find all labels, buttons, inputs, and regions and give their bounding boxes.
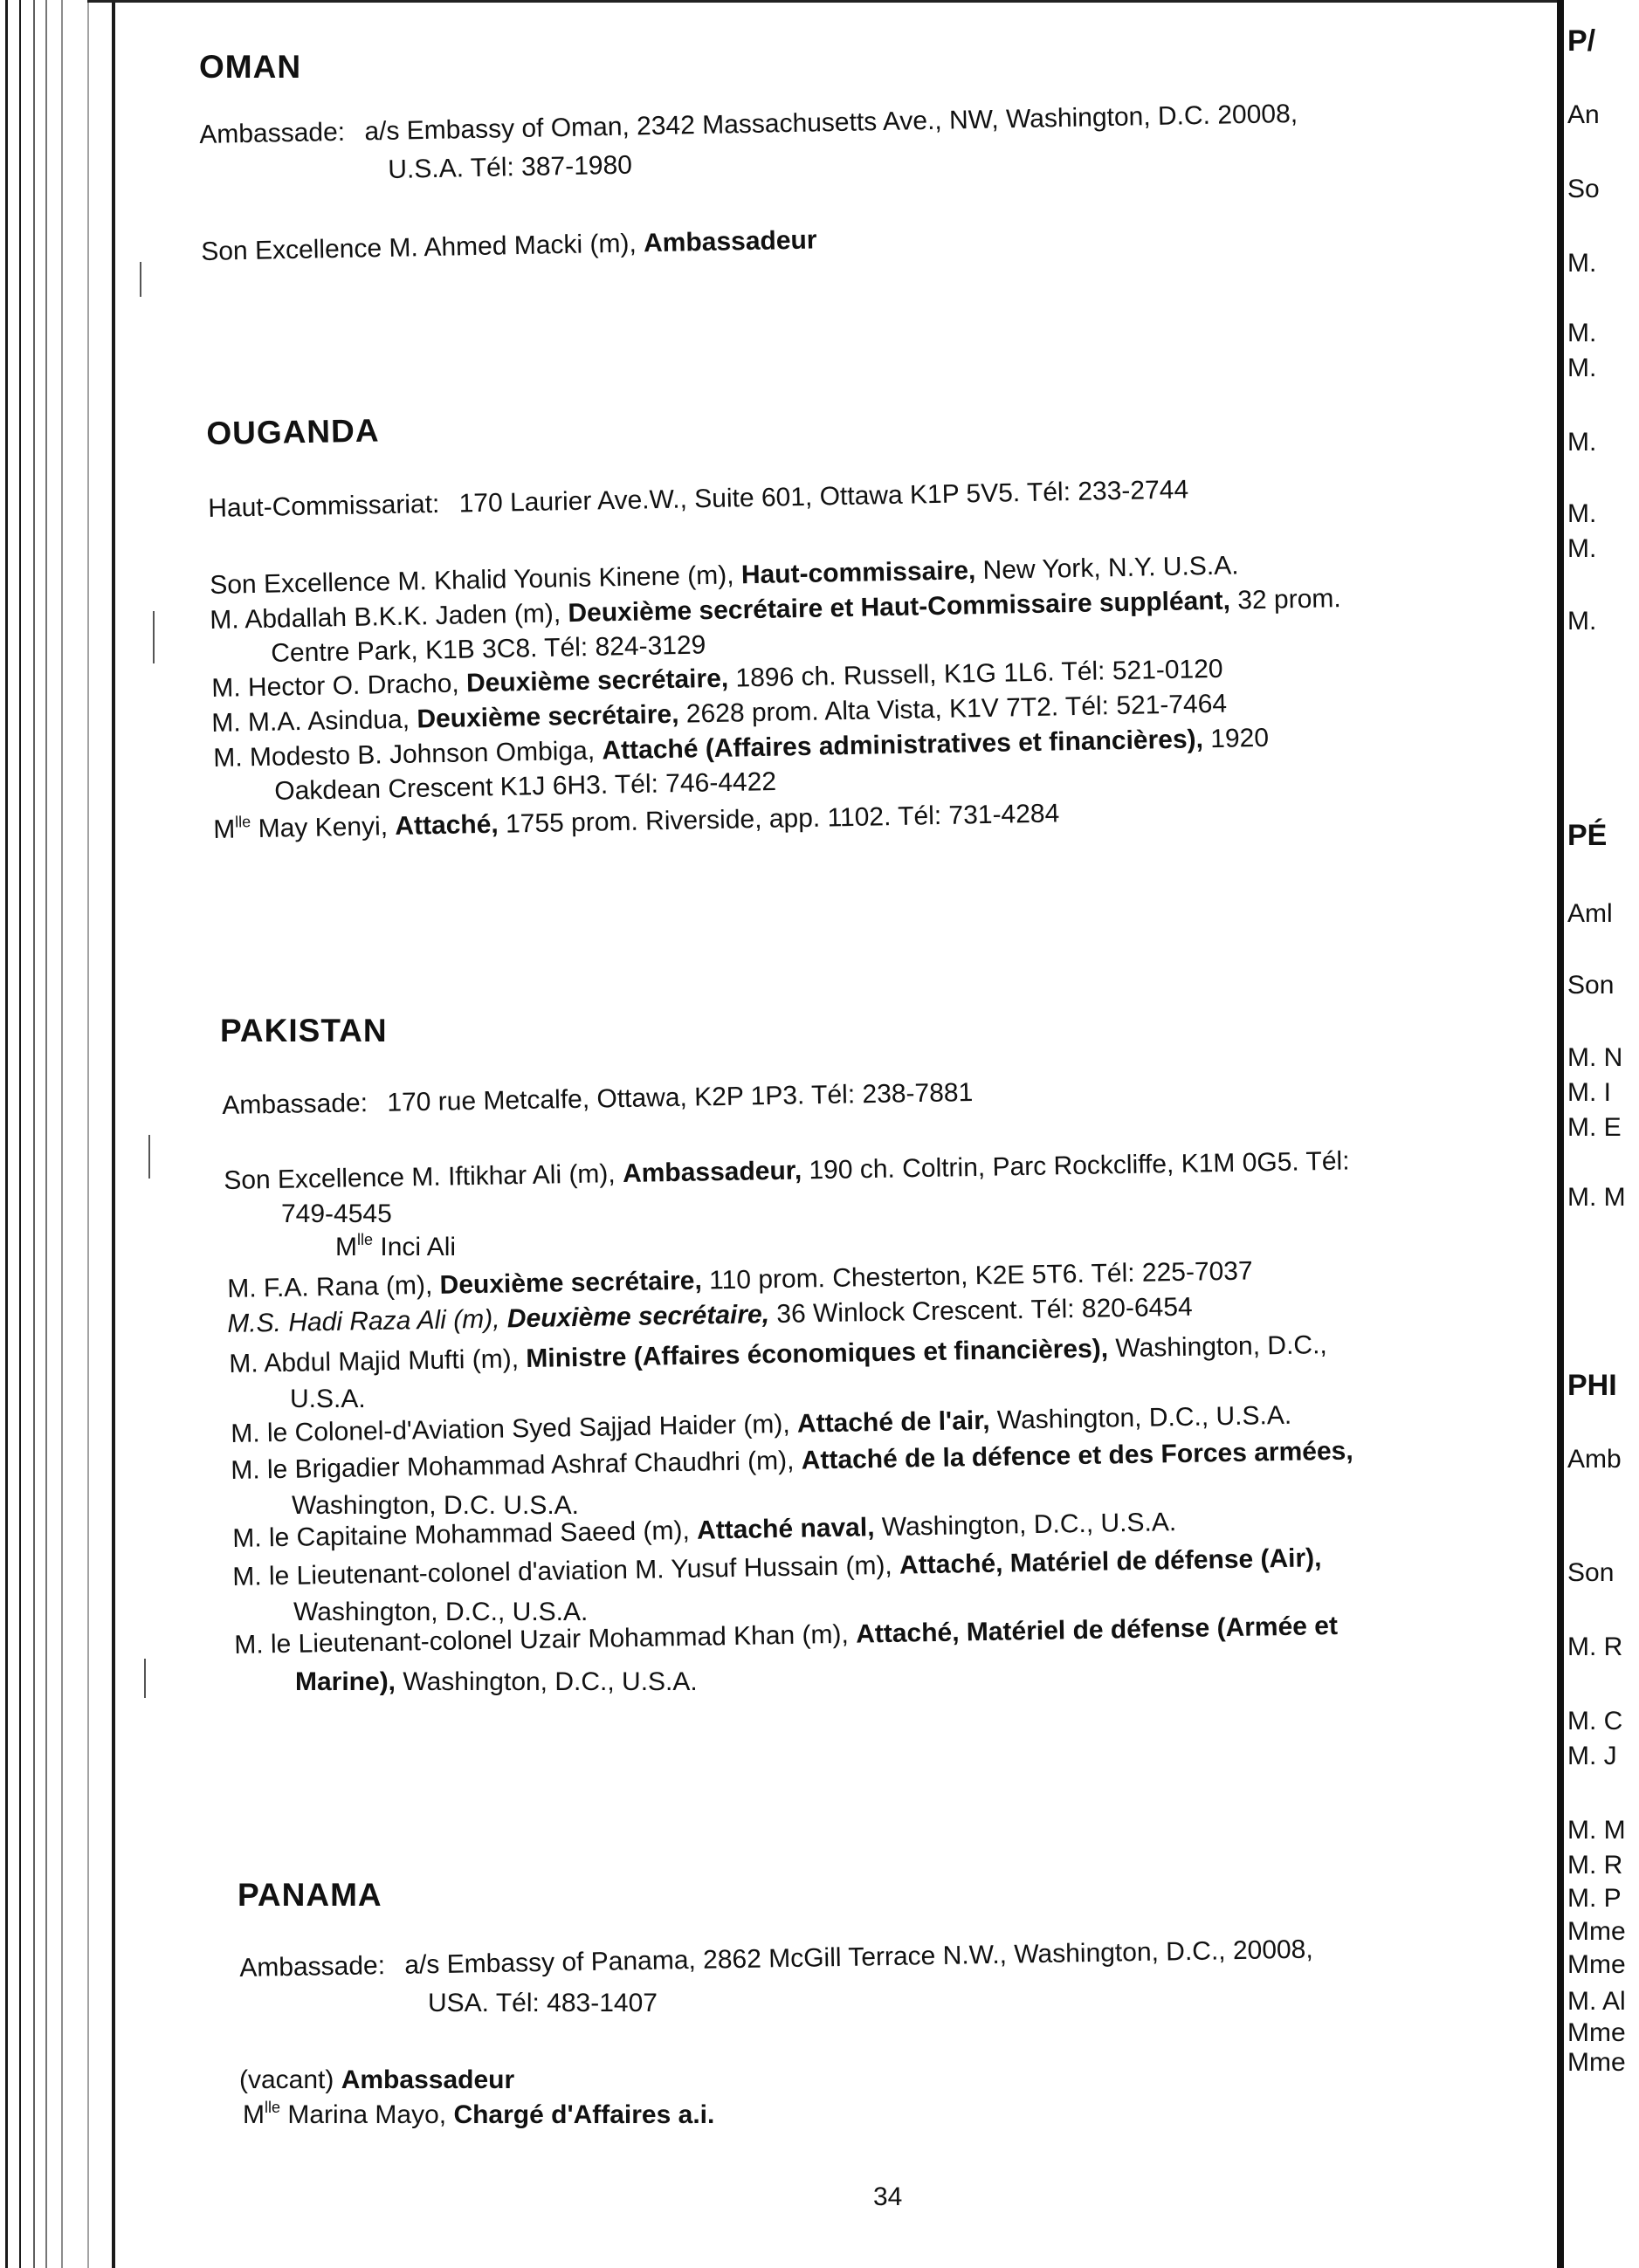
honorific-sup: lle [357, 1231, 374, 1248]
fragment-text: Amb [1567, 1445, 1622, 1474]
person-detail: Washington, D.C., [1115, 1330, 1327, 1364]
pakistan-address [222, 1078, 974, 1121]
person-detail: Washington, D.C., U.S.A. [403, 1667, 698, 1696]
person-name: M. Abdallah B.K.K. Jaden (m), [210, 599, 561, 635]
honorific: M [243, 2100, 265, 2129]
fragment-text: M. E [1567, 1113, 1622, 1142]
fragment-text: M. R [1567, 1632, 1623, 1661]
fragment-text: M. [1567, 428, 1597, 457]
ouganda-person-6 [213, 799, 1060, 845]
fragment-text: M. [1567, 354, 1597, 382]
pakistan-person-1 [224, 1146, 1350, 1195]
section-oman [199, 49, 301, 86]
pakistan-person-4 [229, 1330, 1327, 1379]
fragment-text: M. P [1567, 1884, 1622, 1913]
country-heading: OMAN [199, 49, 302, 85]
person-name: M. Hector O. Dracho, [211, 669, 459, 703]
oman-person-1 [201, 225, 817, 267]
person-title: Attaché (Affaires administratives et financières), [602, 725, 1204, 766]
adjacent-page-fragment [1567, 0, 1639, 2268]
pakistan-person-8-cont: Washington, D.C., U.S.A. [293, 1598, 589, 1626]
fragment-text: M. [1567, 499, 1597, 528]
person-title: Ministre (Affaires économiques et financières), [526, 1334, 1109, 1374]
person-name: M. le Colonel-d'Aviation Syed Sajjad Haider (m), [231, 1409, 790, 1448]
country-heading: OUGANDA [206, 412, 380, 451]
address-text: a/s Embassy of Oman, 2342 Massachusetts Ave., NW, Washington, D.C. 20008, [364, 99, 1298, 147]
pakistan-person-4-cont: U.S.A. [290, 1385, 366, 1413]
person-title: Attaché, [395, 809, 499, 841]
person-title: Deuxième secrétaire, [417, 699, 679, 734]
panama-person-2 [243, 2100, 714, 2130]
page-gutter [1557, 0, 1564, 2268]
fragment-text: Son [1567, 971, 1615, 1000]
person-detail: 1920 [1209, 723, 1270, 754]
person-title: Deuxième secrétaire, [465, 663, 729, 698]
person-detail: 32 prom. [1236, 584, 1341, 615]
fragment-text: Mme [1567, 2018, 1626, 2047]
person-name: M. le Lieutenant-colonel d'aviation M. Yusuf Hussain (m), [232, 1550, 893, 1591]
person-title: Chargé d'Affaires a.i. [453, 2100, 715, 2129]
pakistan-person-9-cont [295, 1667, 698, 1697]
person-name: Inci Ali [380, 1233, 457, 1261]
person-detail: 1755 prom. Riverside, app. 1102. Tél: 731-4284 [505, 799, 1060, 839]
person-detail: 2628 prom. Alta Vista, K1V 7T2. Tél: 521-7464 [685, 689, 1228, 729]
person-name: (vacant) [239, 2065, 334, 2094]
fragment-text: M. [1567, 534, 1597, 563]
person-title: Deuxième secrétaire, [506, 1300, 770, 1334]
section-pakistan [220, 1013, 388, 1049]
fragment-text: M. J [1567, 1742, 1617, 1770]
fragment-text: So [1567, 175, 1600, 203]
section-ouganda [206, 413, 380, 452]
person-name: M. Modesto B. Johnson Ombiga, [213, 736, 596, 773]
person-name: Son Excellence M. Khalid Younis Kinene (m), [210, 560, 734, 600]
person-name: M.S. Hadi Raza Ali (m), [227, 1304, 500, 1338]
honorific: M [335, 1233, 357, 1261]
address-label: Ambassade: [239, 1951, 386, 1983]
person-detail: New York, N.Y. U.S.A. [982, 551, 1239, 585]
fragment-text: M. R [1567, 1851, 1623, 1880]
address-text: 170 rue Metcalfe, Ottawa, K2P 1P3. Tél: 238-7881 [387, 1077, 974, 1117]
address-text: 170 Laurier Ave.W., Suite 601, Ottawa K1P 5V5. Tél: 233-2744 [458, 475, 1189, 519]
person-detail: Washington, D.C., U.S.A. [996, 1400, 1292, 1435]
country-heading: PANAMA [238, 1877, 382, 1913]
person-title: Ambassadeur [341, 2065, 515, 2094]
fragment-text: Mme [1567, 1950, 1626, 1979]
pakistan-spouse [335, 1233, 456, 1262]
fragment-text: M. C [1567, 1707, 1623, 1735]
person-name: M. le Lieutenant-colonel Uzair Mohammad Khan (m), [234, 1619, 850, 1660]
panama-address-cont: USA. Tél: 483-1407 [428, 1989, 658, 2017]
person-title: Attaché de la défence et des Forces armées, [801, 1436, 1353, 1475]
fragment-text: M. I [1567, 1078, 1611, 1107]
fragment-text: M. M [1567, 1816, 1626, 1845]
honorific-sup: lle [234, 813, 251, 831]
fragment-text: An [1567, 100, 1600, 129]
address-label: Ambassade: [222, 1089, 368, 1120]
ouganda-person-2-cont: Centre Park, K1B 3C8. Tél: 824-3129 [271, 630, 706, 668]
person-name: M. F.A. Rana (m), [227, 1270, 433, 1303]
panama-person-1 [239, 2065, 514, 2095]
address-text: a/s Embassy of Panama, 2862 McGill Terrace N.W., Washington, D.C., 20008, [404, 1935, 1313, 1980]
person-title: Deuxième secrétaire et Haut-Commissaire suppléant, [568, 586, 1231, 629]
fragment-text: M. [1567, 249, 1597, 278]
fragment-text: M. Al [1567, 1987, 1626, 2016]
person-name: M. le Brigadier Mohammad Ashraf Chaudhri (m), [231, 1446, 795, 1485]
person-title: Attaché, Matériel de défense (Air), [899, 1543, 1322, 1580]
person-title: Marine), [295, 1667, 396, 1696]
person-title: Attaché, Matériel de défense (Armée et [855, 1611, 1339, 1649]
person-name: M. M.A. Asindua, [211, 704, 410, 738]
fragment-text: M. N [1567, 1043, 1623, 1072]
fragment-text: Son [1567, 1558, 1615, 1587]
fragment-text: P/ [1567, 24, 1596, 58]
honorific-sup: lle [265, 2099, 281, 2116]
page-number: 34 [873, 2182, 903, 2211]
ouganda-person-5-cont: Oakdean Crescent K1J 6H3. Tél: 746-4422 [274, 766, 777, 806]
honorific: M [213, 814, 236, 844]
person-detail: 1896 ch. Russell, K1G 1L6. Tél: 521-0120 [735, 654, 1223, 693]
country-heading: PAKISTAN [220, 1013, 388, 1048]
fragment-text: M. [1567, 607, 1597, 636]
person-name: May Kenyi, [258, 812, 389, 844]
oman-address [199, 100, 1298, 150]
fragment-text: M. M [1567, 1183, 1626, 1212]
fragment-text: Mme [1567, 2048, 1626, 2077]
person-name: Son Excellence M. Iftikhar Ali (m), [224, 1159, 616, 1195]
pakistan-person-6-cont: Washington, D.C. U.S.A. [292, 1491, 580, 1520]
person-title: Attaché de l'air, [796, 1405, 990, 1439]
person-detail: 110 prom. Chesterton, K2E 5T6. Tél: 225-7037 [708, 1256, 1253, 1296]
section-panama [238, 1877, 382, 1914]
person-title: Attaché naval, [696, 1513, 875, 1545]
person-title: Deuxième secrétaire, [439, 1266, 703, 1300]
fragment-text: M. [1567, 319, 1597, 347]
person-name: M. le Capitaine Mohammad Saeed (m), [232, 1515, 691, 1553]
person-title: Ambassadeur [643, 225, 817, 258]
fragment-text: PÉ [1567, 819, 1608, 852]
person-name: Son Excellence M. Ahmed Macki (m), [201, 229, 637, 266]
person-title: Haut-commissaire, [740, 556, 976, 590]
person-detail: 36 Winlock Crescent. Tél: 820-6454 [776, 1292, 1193, 1330]
panama-address [239, 1935, 1313, 1983]
address-label: Ambassade: [199, 117, 346, 149]
person-detail: 190 ch. Coltrin, Parc Rockcliffe, K1M 0G5. Tél: [809, 1146, 1350, 1186]
pakistan-person-1-cont: 749-4545 [281, 1199, 392, 1228]
fragment-text: Mme [1567, 1917, 1626, 1946]
oman-address-cont: U.S.A. Tél: 387-1980 [388, 150, 633, 184]
ouganda-address [208, 475, 1188, 524]
person-title: Ambassadeur, [622, 1156, 802, 1189]
fragment-text: PHI [1567, 1369, 1617, 1402]
person-name: M. Abdul Majid Mufti (m), [229, 1344, 520, 1378]
fragment-text: Aml [1567, 899, 1613, 928]
address-label: Haut-Commissariat: [208, 489, 440, 523]
person-name: Marina Mayo, [287, 2100, 447, 2129]
person-detail: Washington, D.C., U.S.A. [881, 1508, 1177, 1543]
